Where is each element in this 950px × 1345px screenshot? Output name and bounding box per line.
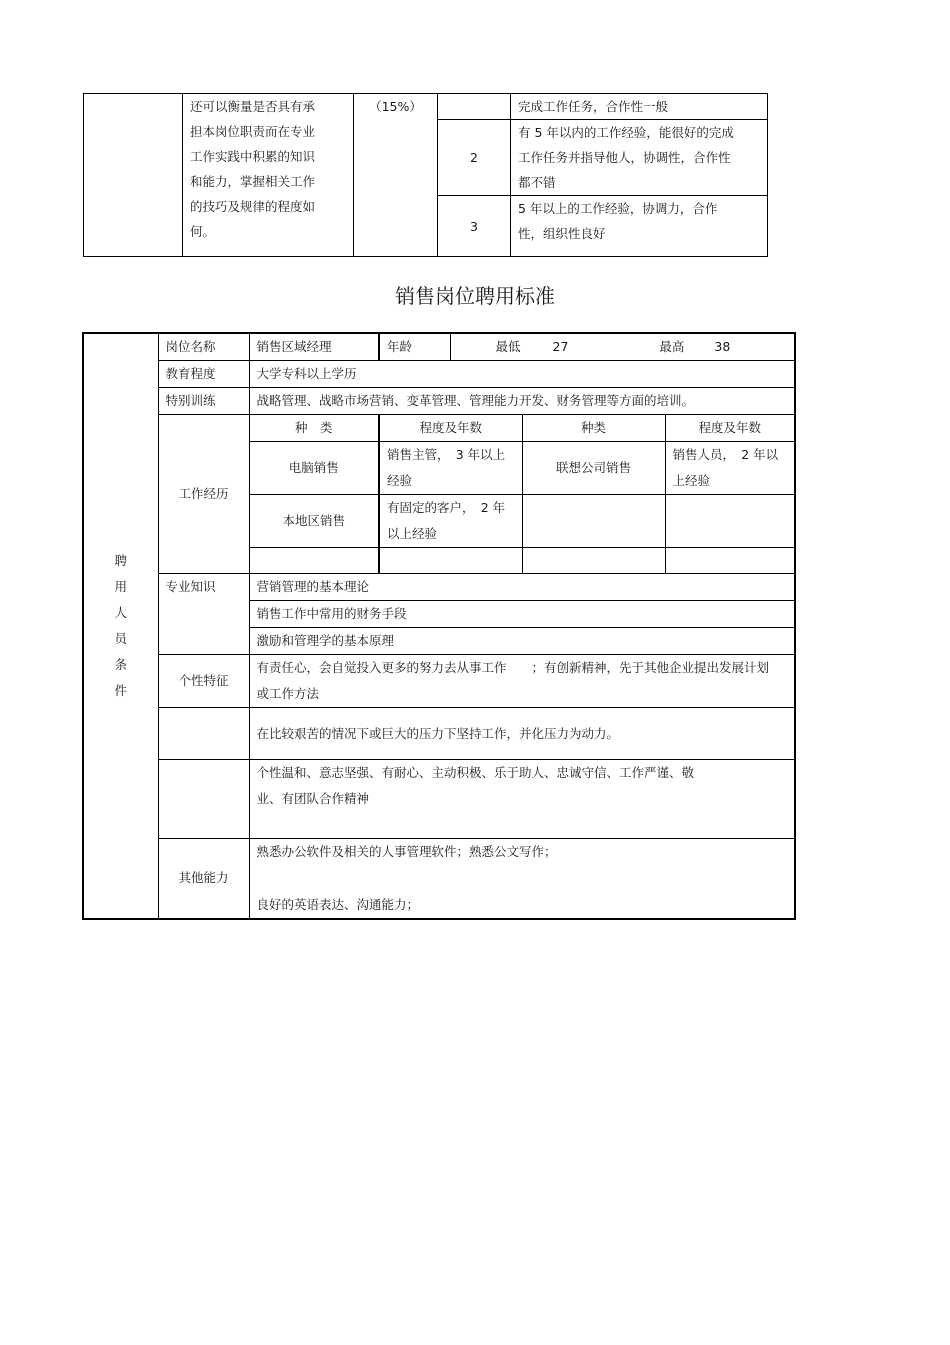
age-min: 27 [552,339,569,354]
work-header: 种类 [522,415,665,442]
score-cell: 2 [438,120,511,196]
blank-cell [158,708,249,760]
personality-item: 有责任心，会自觉投入更多的努力去从事工作 ；有创新精神，先于其他企业提出发展计划或工作方法 [249,655,795,708]
work-cell [522,548,665,574]
score-desc: 有 5 年以内的工作经验，能很好的完成工作任务并指导他人，协调性，合作性都不错 [511,120,768,196]
knowledge-item: 销售工作中常用的财务手段 [249,601,795,628]
work-cell [522,495,665,548]
training-value: 战略管理、战略市场营销、变革管理、管理能力开发、财务管理等方面的培训。 [249,388,795,415]
score-cell [438,94,511,120]
work-cell: 销售主管， 3 年以上经验 [379,442,522,495]
personality-item: 个性温和、意志坚强、有耐心、主动积极、乐于助人、忠诚守信、工作严谨、敬业、有团队合作精神 [249,760,795,839]
age-label: 年龄 [379,333,450,361]
blank-cell [158,760,249,839]
work-cell [249,548,379,574]
blank-cell [84,94,183,257]
work-label: 工作经历 [158,415,249,574]
score-desc: 完成工作任务，合作性一般 [511,94,768,120]
knowledge-item: 营销管理的基本理论 [249,574,795,601]
other-label: 其他能力 [158,839,249,919]
other-item: 良好的英语表达、沟通能力； [249,892,795,919]
training-label: 特别训练 [158,388,249,415]
work-header: 程度及年数 [379,415,522,442]
other-item: 熟悉办公软件及相关的人事管理软件；熟悉公文写作； [249,839,795,892]
work-cell: 销售人员， 2 年以上经验 [665,442,795,495]
criterion-text: 还可以衡量是否具有承担本岗位职责而在专业工作实践中积累的知识和能力，掌握相关工作的技巧及规律的程度如何。 [183,94,354,257]
age-max-label: 最高 [659,339,685,354]
work-cell: 本地区销售 [249,495,379,548]
work-cell [665,495,795,548]
knowledge-label: 专业知识 [158,574,249,655]
edu-label: 教育程度 [158,361,249,388]
age-range [450,333,795,361]
work-cell [379,548,522,574]
edu-value: 大学专科以上学历 [249,361,795,388]
weight-text: （15%） [354,94,438,257]
score-cell: 3 [438,196,511,257]
hiring-standard-table [82,332,796,920]
work-cell: 有固定的客户， 2 年以上经验 [379,495,522,548]
evaluation-table [83,93,768,257]
page-title: 销售岗位聘用标准 [395,284,555,308]
work-cell: 电脑销售 [249,442,379,495]
age-max: 38 [714,339,731,354]
work-cell: 联想公司销售 [522,442,665,495]
side-label: 聘 用 人 员 条 件 [83,333,158,919]
personality-label: 个性特征 [158,655,249,708]
age-min-label: 最低 [495,339,521,354]
personality-item: 在比较艰苦的情况下或巨大的压力下坚持工作，并化压力为动力。 [249,708,795,760]
work-header: 种 类 [249,415,379,442]
work-header: 程度及年数 [665,415,795,442]
knowledge-item: 激励和管理学的基本原理 [249,628,795,655]
score-desc: 5 年以上的工作经验，协调力，合作性，组织性良好 [511,196,768,257]
work-cell [665,548,795,574]
post-label: 岗位名称 [158,333,249,361]
post-value: 销售区域经理 [249,333,379,361]
